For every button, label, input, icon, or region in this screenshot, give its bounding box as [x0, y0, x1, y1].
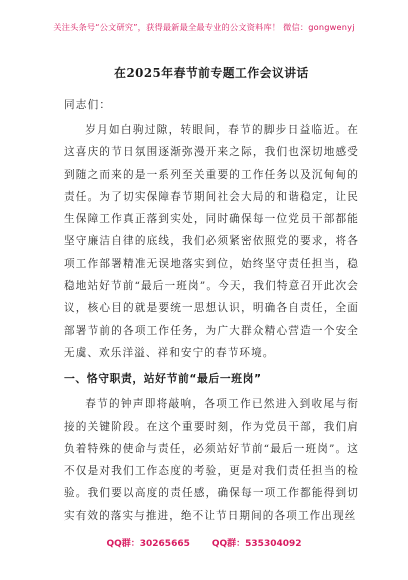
- intro-paragraph: 岁月如白驹过隙，转眼间，春节的脚步日益临近。在这喜庆的节日氛围逐渐弥漫开来之际，我们也深切地感受到随之而来的是一系列至关重要的工作任务以及沉甸甸的责任。为了切实保障春节期间社会大局的和谐稳定，让民生保障工作真正落到实处，同时确保每一位党员干部都能坚守廉洁自律的底线，我们必须紧密依照党的要求，将各项工作部署精准无误地落实到位，始终坚守责任担当，稳稳地站好节前“最后一班岗”。今天，我们特意召开此次会议，核心目的就是要统一思想认识，明确各自责任，全面部署节前的各项工作任务，为广大群众精心营造一个安全无虞、欢乐洋溢、祥和安宁的春节环境。: [64, 124, 359, 359]
- section-1-paragraph: 春节的钟声即将敲响，各项工作已然进入到收尾与衔接的关键阶段。在这个重要时刻，作为党员干部，我们肩负着特殊的使命与责任，必须站好节前“最后一班岗”。这不仅是对我们工作态度的考验，更是对我们责任担当的检验。我们要以高度的责任感，确保每一项工作都能得到切实有效的落实与推进，绝不让节日期间的各项工作出现丝: [64, 398, 359, 522]
- footer-contact: [0, 536, 408, 549]
- header-banner: 关注头条号“公文研究”，获得最新最全最专业的公文资料库！ 微信：gongwenyj: [53, 22, 355, 32]
- section-heading-1: 一、恪守职责，站好节前“最后一班岗”: [64, 372, 262, 386]
- document-body: [64, 64, 359, 527]
- document-title: 在2025年春节前专题工作会议讲话: [114, 66, 309, 80]
- salutation: 同志们：: [64, 99, 112, 111]
- footer-qq-group-2: QQ群：535304092: [211, 539, 302, 549]
- footer-qq-group-1: QQ群：30265665: [106, 539, 190, 549]
